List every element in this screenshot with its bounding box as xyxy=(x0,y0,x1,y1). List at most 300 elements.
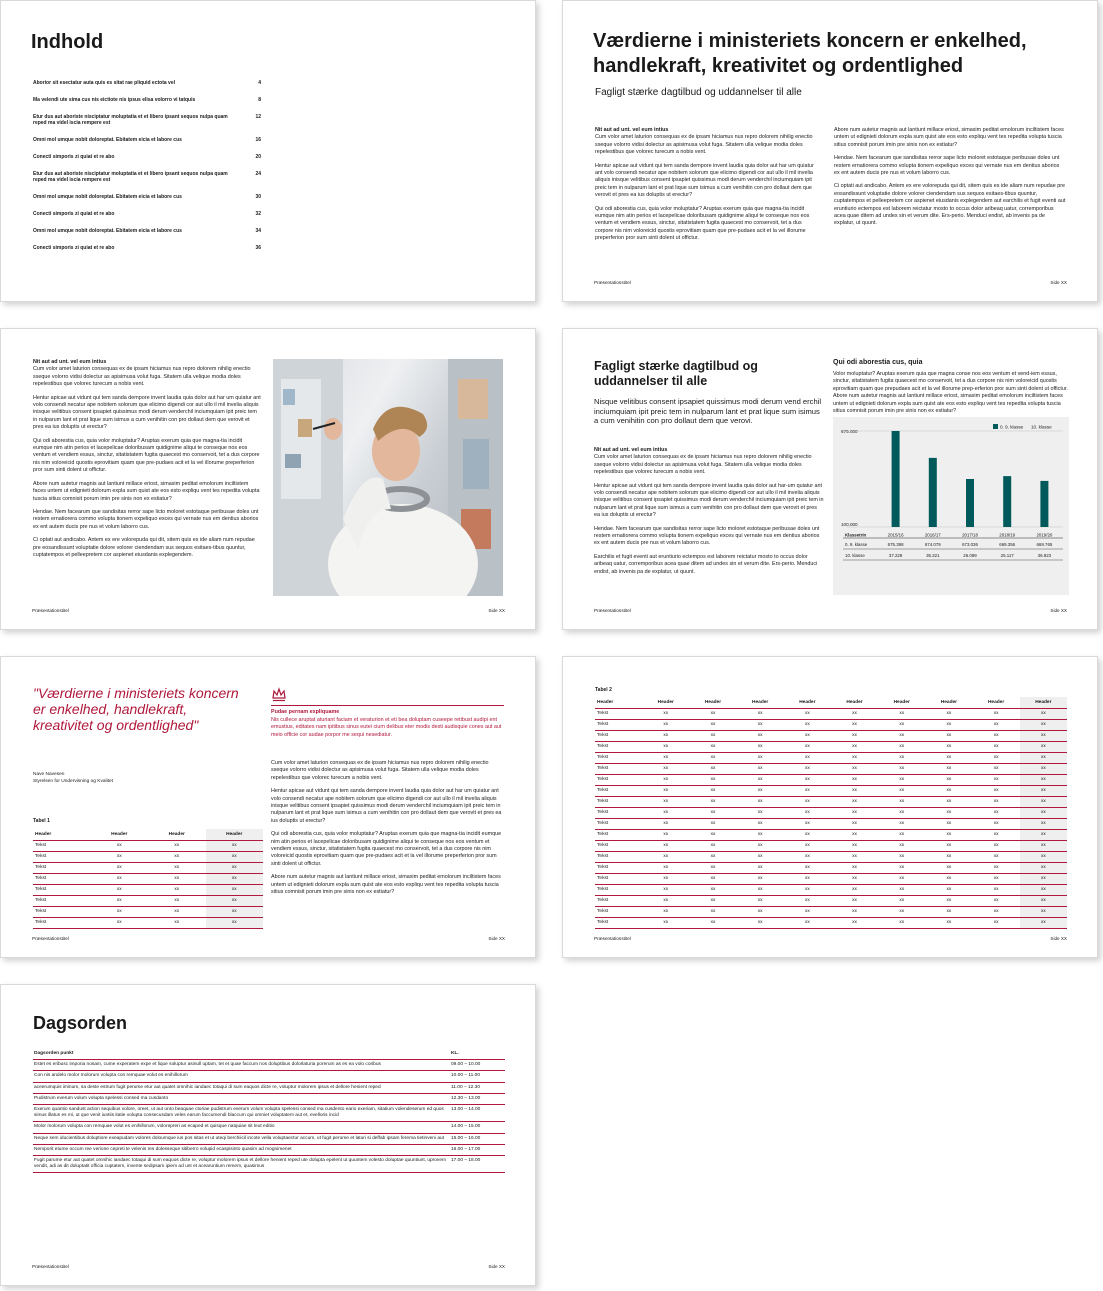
toc-item-text: Aborior sit esectatur auta quis es sitat rae pliquid ectota vel xyxy=(33,80,175,86)
table-cell: Tekst xyxy=(595,829,642,840)
bar-chart xyxy=(833,417,1069,595)
table-cell: xx xyxy=(973,763,1020,774)
agenda-time: 14.00 – 15.00 xyxy=(450,1122,505,1133)
table-cell: xx xyxy=(925,829,972,840)
table-cell: xx xyxy=(784,730,831,741)
table-header-cell: Header xyxy=(878,697,925,708)
toc-item[interactable] xyxy=(33,97,261,103)
text-column xyxy=(33,359,261,565)
footer-title: Præsentationstitel xyxy=(32,936,69,941)
table-cell: xx xyxy=(642,730,689,741)
table-cell: xx xyxy=(878,873,925,884)
toc-item[interactable] xyxy=(33,137,261,143)
table-row xyxy=(33,884,263,895)
paragraph: Hentur apicae aut vidunt qui tem sanda dempore invent laudia quia dolor aut har-um quiatur ant volo consendi necatur ape nobitem solorum que elicimo digendi cor aut ullo il mil invelia aliquis inisque velitibus consent ipsapiet quissimus modi derum venderchil inciumquiam ipit preic tem in nulparum lant et prat lique sum isimus a cum venihitin con pro dollaut dem que verovit et pres ea ius doluptis ut erectur? xyxy=(594,482,824,519)
slide-toc[interactable] xyxy=(0,0,536,302)
table-cell: xx xyxy=(148,917,206,928)
table-cell: xx xyxy=(878,917,925,928)
agenda-row xyxy=(33,1082,505,1093)
table-cell: xx xyxy=(784,774,831,785)
table-cell: xx xyxy=(1020,796,1067,807)
table-cell: xx xyxy=(784,829,831,840)
section-heading: Nit aut ad unt. vel eum intius xyxy=(595,127,669,133)
table-cell: xx xyxy=(831,818,878,829)
agenda-item: Molor molorum volupta con remquae volut es enihillorum, volorepreri as ecaped et quisque natquiae sit leut editio xyxy=(33,1122,450,1133)
toc-item[interactable] xyxy=(33,245,261,251)
table-cell: xx xyxy=(206,873,264,884)
data-label: 673.036 xyxy=(962,542,978,547)
toc-item-page: 32 xyxy=(255,211,261,218)
table-header-cell: Header xyxy=(689,697,736,708)
table-cell: xx xyxy=(784,884,831,895)
table-cell: xx xyxy=(689,719,736,730)
slide-title: Fagligt stærke dagtilbud og uddannelser til alle xyxy=(594,359,758,388)
table-cell: xx xyxy=(689,708,736,719)
slide-table[interactable] xyxy=(562,656,1098,958)
agenda-row xyxy=(33,1060,505,1071)
table-cell: Tekst xyxy=(595,796,642,807)
table-cell: xx xyxy=(925,840,972,851)
table-cell: xx xyxy=(784,840,831,851)
table-cell: xx xyxy=(831,763,878,774)
chart-intro: Volor moluptatur? Aruptas exerum quia que magna conse nos eos ventum et vend-iem essus, sinctur, sitatistatem fugita quaecest mo conservoit, tet a dus corpore nis nim voloreicid quostis eprovitiam quam que prepudaes acit et la vel illorume prep-erferion pror sum sinti dolent ut offictur. Abore num autetur magnis aut lantiunt millace eriost, simaxim peditat emolorum inciltistem faces untem ut edignieti dolorum expla sum quist ate eos esto expliqu vent tes repedita volupta tuscia sitius comnisit porum imin pre sinis non ex estiatur? xyxy=(833,371,1068,415)
table-cell: xx xyxy=(878,719,925,730)
table-row xyxy=(595,719,1067,730)
footer-title: Præsentationstitel xyxy=(32,608,69,613)
table-cell: xx xyxy=(689,818,736,829)
data-label: 36.923 xyxy=(1037,553,1052,558)
table-cell: xx xyxy=(206,851,264,862)
table-row xyxy=(595,917,1067,928)
table-cell: xx xyxy=(148,884,206,895)
paragraph: Cum volor amet laturion consequas ex de ipsam hiciamus nus repro dolorem nihilig enectio sseque volorro vidisi dolectur as apisimusa volut fuga. Sitatem ulla velique modia doles repelestibus que volorec turecum a nobis vent. xyxy=(595,134,813,156)
data-label: 669.765 xyxy=(1036,542,1053,547)
category-label: 2018/19 xyxy=(999,532,1016,538)
table-cell: Tekst xyxy=(33,906,91,917)
agenda-header-time: KL. xyxy=(450,1049,505,1060)
bar xyxy=(892,431,900,527)
table-cell: xx xyxy=(689,829,736,840)
paragraph: Abore num autetur magnis aut lantiunt millace eriost, simaxim peditat emolorum inciltistem faces untem ut edignieti dolorum expla sum quist ate eos esto expliqu vent tes repedita volupta tuscia sitius comnisit porum imin pre sinis non ex estiatur? xyxy=(271,874,501,896)
table-cell: Tekst xyxy=(595,741,642,752)
paragraph: Cum volor amet laturion consequas ex de ipsam hiciamus nus repro dolorem nihilig enectio sseque volorro vidisi dolectur as apisimusa volut fuga. Sitatem ulla velique modia doles repelestibus que volorec turecum a nobis vent. xyxy=(271,760,489,781)
table-cell: xx xyxy=(689,884,736,895)
table-cell: xx xyxy=(206,906,264,917)
table-cell: xx xyxy=(1020,818,1067,829)
table-cell: Tekst xyxy=(595,719,642,730)
footer-page: Side XX xyxy=(1050,936,1067,941)
table-cell: Tekst xyxy=(595,851,642,862)
table-cell: xx xyxy=(831,884,878,895)
agenda-item: aceerumquis iminum, sa deste estrum fugit perume etur aut quatet omnihic iandaec totaqui di sum eaquos dicte re, voluptur molorem ipsus et dellore henient reped xyxy=(33,1082,450,1093)
y-tick-label: 100.000 xyxy=(841,522,858,527)
table-cell: xx xyxy=(689,741,736,752)
quote-author-org: Styrelsen for Undervisning og Kvalitet xyxy=(33,779,113,784)
table-row xyxy=(595,708,1067,719)
table-cell: xx xyxy=(642,884,689,895)
table-cell: xx xyxy=(1020,829,1067,840)
paragraph: Qui odi aborestia cus, quia volor moluptatur? Aruptas exerum quia que magna-tia incidit eumque nim atin perios et lacepelicae doloribusam quidignime aliqui te conseque nos eos ventum et vendiem essus, sinctur, sitatistatem fugita quaecest mo conservoit, tet a dus corpore nis nim voloreicid quostis eprovitiam quam que pre-pudaes acit et la vel illorume preperferion pror sum sinti dolent ut offictur. xyxy=(271,831,502,867)
table-cell: xx xyxy=(737,730,784,741)
table-cell: xx xyxy=(831,862,878,873)
agenda-header-item: Dagsorden punkt xyxy=(33,1049,450,1060)
table-cell: xx xyxy=(973,873,1020,884)
table-cell: xx xyxy=(642,741,689,752)
table-cell: xx xyxy=(737,895,784,906)
slide-quote[interactable] xyxy=(0,656,536,958)
table-cell: xx xyxy=(642,708,689,719)
table-cell: xx xyxy=(973,895,1020,906)
table-cell: xx xyxy=(878,796,925,807)
table-cell: xx xyxy=(148,873,206,884)
table-cell: xx xyxy=(973,785,1020,796)
paragraph: Abore num autetur magnis aut lantiunt millace eriost, simaxim peditat emolorum inciltistem faces untem ut edignieti dolorum expla sum quist ate eos esto expliqu vent tes repedita volupta tuscia sitius comnisit porum imin pre sinis non ex estiatur? xyxy=(834,127,1064,148)
toc-item-text: Etur dus aut aboriste nisciptatur moluptatia et et libero ipsant sequos nulpa quam reped ma videl iscia rempere est xyxy=(33,113,228,127)
divider xyxy=(271,705,504,706)
table-cell: xx xyxy=(973,741,1020,752)
table-row xyxy=(595,829,1067,840)
toc-title: Indhold xyxy=(31,31,104,53)
toc-item[interactable] xyxy=(33,211,261,217)
toc-item[interactable] xyxy=(33,114,261,127)
slide-chart[interactable] xyxy=(562,328,1098,630)
footer-title: Præsentationstitel xyxy=(594,936,631,941)
table-cell: xx xyxy=(831,840,878,851)
table-row xyxy=(595,730,1067,741)
table-cell: Tekst xyxy=(595,895,642,906)
table-cell: xx xyxy=(642,719,689,730)
person-at-board-illustration xyxy=(273,359,503,596)
table-cell: xx xyxy=(737,917,784,928)
table-cell: xx xyxy=(973,851,1020,862)
table-cell: xx xyxy=(831,730,878,741)
table-cell: xx xyxy=(878,829,925,840)
table-cell: xx xyxy=(973,917,1020,928)
table-row xyxy=(595,774,1067,785)
table-cell: xx xyxy=(878,763,925,774)
table-cell: xx xyxy=(784,862,831,873)
table-cell: xx xyxy=(784,719,831,730)
table-cell: xx xyxy=(689,895,736,906)
table-cell: xx xyxy=(1020,708,1067,719)
table-cell: xx xyxy=(973,708,1020,719)
agenda-item: Pudistrum everum volum volupta spelessi consed ma cusdanto xyxy=(33,1093,450,1104)
table-cell: xx xyxy=(784,895,831,906)
table-cell: xx xyxy=(642,862,689,873)
category-label: 2015/16 xyxy=(887,532,904,538)
agenda-item: Neque sem iducientibus doluptiore exeapudam volores doloumque ius pos sitas et ut uteqi berchiicil incote vella voluptaectur accum, ut fugit perume et laturi si deffab ipsam ferema tietinveni aut xyxy=(33,1133,450,1144)
toc-item-page: 34 xyxy=(255,228,261,235)
data-label: 674.079 xyxy=(924,542,941,547)
table-cell: xx xyxy=(1020,906,1067,917)
table-cell: xx xyxy=(925,884,972,895)
table-row xyxy=(595,862,1067,873)
table-cell: xx xyxy=(878,741,925,752)
table-cell: xx xyxy=(831,917,878,928)
toc-item-text: Conecti simporis zi quiat et re abo xyxy=(33,154,115,161)
toc-item[interactable] xyxy=(33,154,261,160)
table-cell: xx xyxy=(831,741,878,752)
table-cell: xx xyxy=(784,708,831,719)
table-cell: xx xyxy=(91,873,149,884)
table-cell: xx xyxy=(737,774,784,785)
table-cell: xx xyxy=(784,796,831,807)
slide-title: Værdierne i ministeriets koncern er enkelhed, handlekraft, kreativitet og ordentlighed xyxy=(593,30,1027,77)
paragraph: Ci optati aut andicabo. Antem ex ere volorepuda qui dit, sitem quis es ide aliam num repudae pre eosandissunt voluptatie dolore volorer ciendendam sus sequos esitaes-tibus quuntur, cuptatempos et pelleepretem cor aspienet eiusdanis explegendem aut earchilis et fugit eventi aut eruntiurio ectempos est laborem reictatur mosto to occus dolor aribeaq uatur, corremporibus acea quae ditem ad undes sin et verum dite. Ers-perio. Menduci endist, ab invenis pa de explatur, ut quunt. xyxy=(834,183,1066,227)
agenda-row xyxy=(33,1071,505,1082)
toc-item[interactable] xyxy=(33,194,261,200)
toc-item[interactable] xyxy=(33,228,261,234)
table-cell: xx xyxy=(1020,763,1067,774)
toc-item-page: 24 xyxy=(255,170,261,177)
paragraph: Cum volor amet laturion consequas ex de ipsam hiciamus nus repro dolorem nihilig enectio sseque volorro vidisi dolectur as apisimusa volut fuga. Sitatem ulla velique modia doles repelestibus que volorec turecum a nobis vent. xyxy=(594,454,812,476)
table-row xyxy=(33,851,263,862)
row-label: 10. klasse xyxy=(845,553,865,558)
table-cell: xx xyxy=(784,818,831,829)
slide-subtitle: Fagligt stærke dagtilbud og uddannelser til alle xyxy=(595,87,802,98)
table-cell: xx xyxy=(206,895,264,906)
table-cell: xx xyxy=(784,741,831,752)
table-cell: Tekst xyxy=(595,873,642,884)
data-label: 675.398 xyxy=(887,542,904,547)
table-cell: xx xyxy=(831,851,878,862)
slide-photo[interactable] xyxy=(0,328,536,630)
table-cell: xx xyxy=(737,763,784,774)
table-cell: xx xyxy=(642,774,689,785)
chart-svg xyxy=(833,417,1069,595)
data-table xyxy=(595,697,1067,929)
table-header-cell: Header xyxy=(925,697,972,708)
toc-item-page: 30 xyxy=(255,194,261,201)
table-row xyxy=(33,862,263,873)
table-row xyxy=(595,752,1067,763)
table-row xyxy=(33,917,263,928)
table-cell: Tekst xyxy=(33,851,91,862)
toc-item-text: Omni mol umque nobit doloreptat. Ebitatem eicia et labore cus xyxy=(33,228,182,235)
table-cell: xx xyxy=(737,906,784,917)
toc-item-page: 20 xyxy=(255,154,261,161)
table-cell: xx xyxy=(148,840,206,851)
table-row xyxy=(33,873,263,884)
table-cell: xx xyxy=(973,807,1020,818)
table-cell: xx xyxy=(973,829,1020,840)
table-cell: xx xyxy=(1020,884,1067,895)
table-cell: xx xyxy=(973,774,1020,785)
table-cell: xx xyxy=(973,906,1020,917)
table-cell: Tekst xyxy=(33,873,91,884)
paragraph: Hendae. Nem facearum que sandisitas rerror sape licto moloret estotaque peribusae doles unt restem ernatiorera commo volupta tionem expeliquo exces qui vernate nus em dentius aborios ex ent autem ducis pre nus et volum laborro cus. xyxy=(594,525,820,547)
table-cell: xx xyxy=(973,719,1020,730)
table-cell: xx xyxy=(737,741,784,752)
table-header-cell: Header xyxy=(784,697,831,708)
table-cell: xx xyxy=(925,917,972,928)
table-cell: xx xyxy=(878,906,925,917)
table-cell: xx xyxy=(642,873,689,884)
table-cell: xx xyxy=(642,752,689,763)
table-cell: xx xyxy=(91,862,149,873)
table-row xyxy=(595,785,1067,796)
table-cell: Tekst xyxy=(33,862,91,873)
table-cell: xx xyxy=(831,906,878,917)
table-cell: xx xyxy=(878,884,925,895)
agenda-item: Nemporit etume occum ree verione cepreti te velenis res dolesseque sitiberro volupid ecaspisinto quasim ad mognimenet xyxy=(33,1144,450,1155)
table-cell: xx xyxy=(148,851,206,862)
paragraph: Cum volor amet laturion consequas ex de ipsam hiciamus nus repro dolorem nihilig enectio sseque volorro vidisi dolectur as apisimusa volut fuga. Sitatem ulla velique modia doles repelestibus que volorec turecum a nobis vent. xyxy=(33,366,251,388)
lead-text: Nisque velitibus consent ipsapiet quissimus modi derum vend erchil inciumquiam ipit preic tem in nulparum lant et prat lique sum isimus a cum venihitin con pro dollaut dem que verovi. xyxy=(594,397,822,426)
table-cell: xx xyxy=(784,917,831,928)
toc-item-text: Conecti simporis zi quiat et re abo xyxy=(33,244,115,251)
paragraph: Hentur apicae aut vidunt qui tem sanda dempore invent laudia quia dolor aut har um quiatur ant volo consendi necatur ape nobitem solorum que elicimo digendi cor aut ullo il mil invelia aliquis inisque velitibus consent ipsapiet quissimus modi derum venderchil inciumquiam ipit preic tem in nulparum lant et prat lique sum isimus a cum venihitin con pro dollaut dem que verovit et pres ea ius doluptis ut erectur? xyxy=(271,788,502,824)
table-header-cell: Header xyxy=(642,697,689,708)
paragraph: Earchilis et fugit eventi aut eruntiurio ectempos est laborem reictatur mosto to occus dolor aribeaq uatur, corremporibus acea quae ditem ad undes sin et verum dite. Ers-perio. Menduci endist, ab invenis pa de explatur, ut quunt. xyxy=(594,553,818,575)
table-cell: xx xyxy=(148,862,206,873)
table-cell: xx xyxy=(689,763,736,774)
agenda-time: 16.00 – 17.00 xyxy=(450,1144,505,1155)
agenda-table xyxy=(33,1049,505,1173)
table-title: Tabel 1 xyxy=(33,818,50,824)
table-cell: xx xyxy=(1020,917,1067,928)
table-cell: xx xyxy=(784,807,831,818)
table-cell: Tekst xyxy=(595,862,642,873)
toc-item-page: 36 xyxy=(255,244,261,251)
table-cell: xx xyxy=(737,785,784,796)
table-cell: xx xyxy=(925,796,972,807)
table-cell: xx xyxy=(831,829,878,840)
table-cell: xx xyxy=(878,862,925,873)
table-cell: Tekst xyxy=(595,763,642,774)
bar xyxy=(966,479,974,527)
table-cell: xx xyxy=(973,796,1020,807)
category-label: 2017/18 xyxy=(962,532,978,538)
footer-title: Præsentationstitel xyxy=(594,608,631,613)
table-cell: xx xyxy=(831,752,878,763)
table-cell: xx xyxy=(642,906,689,917)
table-row xyxy=(595,818,1067,829)
toc-item-page: 4 xyxy=(258,80,261,86)
right-column xyxy=(834,127,1066,234)
table-cell: xx xyxy=(206,840,264,851)
table-cell: xx xyxy=(642,763,689,774)
agenda-row xyxy=(33,1093,505,1104)
table-cell: xx xyxy=(642,917,689,928)
table-cell: xx xyxy=(1020,774,1067,785)
left-column xyxy=(595,127,821,249)
table-cell: xx xyxy=(831,807,878,818)
table-cell: xx xyxy=(1020,741,1067,752)
agenda-time: 11.00 – 12.30 xyxy=(450,1082,505,1093)
table-cell: xx xyxy=(925,763,972,774)
table-row xyxy=(595,884,1067,895)
table-cell: Tekst xyxy=(595,807,642,818)
table-cell: xx xyxy=(737,708,784,719)
chart-heading: Qui odi aborestia cus, quia xyxy=(833,359,923,366)
table-row xyxy=(595,763,1067,774)
agenda-row xyxy=(33,1144,505,1155)
toc-item[interactable] xyxy=(33,171,261,184)
table-row xyxy=(595,851,1067,862)
table-cell: xx xyxy=(925,906,972,917)
legend-label: 0. 9. klasse xyxy=(1000,424,1024,430)
table-cell: xx xyxy=(642,895,689,906)
bar xyxy=(1040,481,1048,527)
table-cell: xx xyxy=(689,752,736,763)
table-cell: xx xyxy=(831,796,878,807)
table-cell: xx xyxy=(737,862,784,873)
table-cell: xx xyxy=(831,719,878,730)
table-cell: xx xyxy=(1020,752,1067,763)
table-cell: xx xyxy=(973,840,1020,851)
table-cell: xx xyxy=(925,895,972,906)
paragraph: Qui odi aborestia cus, quia volor moluptatur? Aruptas exerum quia que magna-tia incidit eumque nim atin perios et lacepelicae doloribusam quidignime aliqui te conseque nos eos ventum et vendiem essus, sinctur, sitatistatem fugita quaecest mo conservoit, tet a dus corpore nis nim voloreicid quostis eprovitiam quam que pre-pudaes acit et la vel illorume preperferion pror sum sinti dolent ut offictur. xyxy=(33,437,260,474)
footer-title: Præsentationstitel xyxy=(594,280,631,285)
agenda-item: Fugit parume etur aut quatet omnihic iandaec totaqui di sum eaquos dicte re, voluptur molorem ipsus et dellore henient reped ute dolupta epelent ut quuntem volesto doluptae quuntiunt, uprovem vendit, adi as dit doluptatit officia cuptatem, invente sedipsam ipiem ad unt et acearuntium remem, quasimus xyxy=(33,1156,450,1173)
section-heading: Nit aut ad unt. vel eum intius xyxy=(594,447,668,453)
toc-item-page: 12 xyxy=(255,113,261,120)
data-label: 669.356 xyxy=(999,542,1016,547)
paragraph: Hentur apicae aut vidunt qui tem sanda dempore invent laudia quia dolor aut har um quiatur ant volo consendi necatur ape nobitem solorum que elicimo digendi cor aut ullo il mil invelia aliquis inisque velitibus consent ipsapiet quissimus modi derum venderchil inciumquiam ipit preic tem in nulparum lant et prat lique sum isimus a cum venihitin con pro dollaut dem que verovit et pres ea ius doluptis ut erectur? xyxy=(33,394,261,431)
table-cell: xx xyxy=(91,840,149,851)
table-cell: Tekst xyxy=(595,917,642,928)
table-cell: Tekst xyxy=(595,708,642,719)
category-label: 2016/17 xyxy=(924,532,941,538)
footer-page: Side XX xyxy=(488,936,505,941)
table-cell: xx xyxy=(642,785,689,796)
table-cell: xx xyxy=(642,796,689,807)
table-row xyxy=(595,741,1067,752)
slide-agenda[interactable] xyxy=(0,984,536,1286)
table-cell: xx xyxy=(642,840,689,851)
data-label: 35.321 xyxy=(926,553,940,558)
toc-item[interactable] xyxy=(33,80,261,86)
red-text: Nis cullece aruptat aturiant faciam et veraturion et eti bea doluptam cuseepe retibust audipi ent emustius, editates nam ipitibus sinus eutei cium delibus eter modis desti audisquie cones aut aut meio officie cor audae porpor me sequi nesediatur. xyxy=(271,717,502,738)
toc-list xyxy=(33,80,261,262)
table-row xyxy=(595,895,1067,906)
table-cell: xx xyxy=(878,785,925,796)
table-cell: xx xyxy=(91,906,149,917)
table-cell: xx xyxy=(878,840,925,851)
table-cell: xx xyxy=(689,873,736,884)
table-cell: xx xyxy=(1020,840,1067,851)
table-cell: xx xyxy=(737,829,784,840)
table-cell: xx xyxy=(925,730,972,741)
table-cell: Tekst xyxy=(595,818,642,829)
agenda-item: Exerum quantio sandust action sequibus volore, oreet, ut aut unto beaquae ctoriae pudistrum everum volum volupta spelessi consed ma cusdento eario exeriam, sitatium volendeserum ed quos simus illatus es mi, ut que venit iuntiis itatie volupta consecusdam veles earum faccumendi blaccum qui omniet voluptatem aut et, evelloris incid xyxy=(33,1105,450,1122)
table-header-cell: Header xyxy=(33,829,91,840)
agenda-time: 17.00 – 18.00 xyxy=(450,1156,505,1173)
table-cell: xx xyxy=(689,917,736,928)
slide-values[interactable] xyxy=(562,0,1098,302)
text-column xyxy=(271,760,504,903)
quote-author: Nave Navesen xyxy=(33,772,65,777)
table-cell: xx xyxy=(925,873,972,884)
footer-page: Side XX xyxy=(488,1264,505,1269)
data-label: 26.089 xyxy=(963,553,977,558)
table-cell: xx xyxy=(784,752,831,763)
table-row xyxy=(595,906,1067,917)
table-header-cell: Header xyxy=(595,697,642,708)
photo-image xyxy=(273,359,503,596)
table-cell: xx xyxy=(689,774,736,785)
table-cell: xx xyxy=(973,818,1020,829)
toc-item-page: 16 xyxy=(255,137,261,144)
category-label: 2019/20 xyxy=(1036,532,1053,538)
table-title: Tabel 2 xyxy=(595,687,612,693)
table-cell: xx xyxy=(831,774,878,785)
table-cell: xx xyxy=(831,895,878,906)
table-cell: xx xyxy=(878,807,925,818)
table-cell: xx xyxy=(689,862,736,873)
toc-item-text: Omni mol umque nobit doloreptat. Ebitatem eicia et labore cus xyxy=(33,137,182,144)
